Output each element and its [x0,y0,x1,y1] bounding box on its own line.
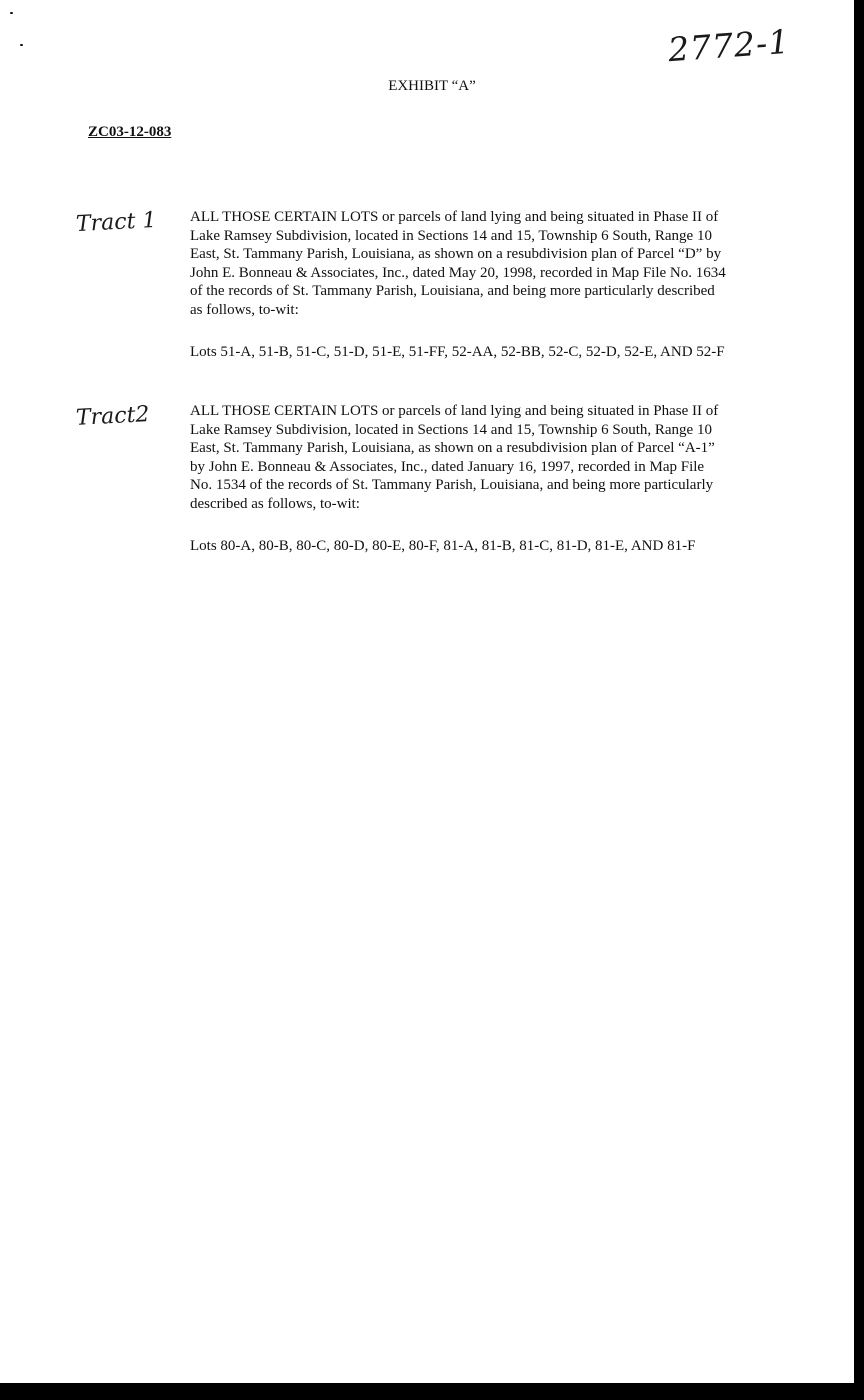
tract-2-line: ALL THOSE CERTAIN LOTS or parcels of land lying and being situated in Phase II of [190,403,719,419]
tract-1-handwritten-label: Tract 1 [75,207,158,238]
tract-1-line: as follows, to-wit: [190,301,299,318]
tract-1-description [190,208,796,320]
tract-1-line: Lake Ramsey Subdivision, located in Sections 14 and 15, Township 6 South, Range 10 [190,227,712,244]
tract-2-line: East, St. Tammany Parish, Louisiana, as shown on a resubdivision plan of Parcel “A-1” [190,440,715,457]
tract-2-line: described as follows, to-wit: [190,495,360,512]
scan-speck [10,12,13,14]
tract-2-handwritten-label: Tract2 [75,402,151,431]
tract-1-lots-list: Lots 51-A, 51-B, 51-C, 51-D, 51-E, 51-FF, 52-AA, 52-BB, 52-C, 52-D, 52-E, AND 52-F [190,344,725,360]
tract-2-line: No. 1534 of the records of St. Tammany Parish, Louisiana, and being more particularly [190,477,714,494]
handwritten-document-number: 2772-1 [666,21,792,70]
tract-1-line: ALL THOSE CERTAIN LOTS or parcels of land lying and being situated in Phase II of [190,209,719,225]
tract-2-description [190,402,796,514]
tract-1-line: John E. Bonneau & Associates, Inc., dated May 20, 1998, recorded in Map File No. 1634 [190,264,726,281]
tract-2-line: Lake Ramsey Subdivision, located in Sections 14 and 15, Township 6 South, Range 10 [190,421,712,438]
tract-2-line: by John E. Bonneau & Associates, Inc., dated January 16, 1997, recorded in Map File [190,458,705,475]
tract-1-line: East, St. Tammany Parish, Louisiana, as shown on a resubdivision plan of Parcel “D” by [190,246,722,263]
tract-2-lots-list: Lots 80-A, 80-B, 80-C, 80-D, 80-E, 80-F, 81-A, 81-B, 81-C, 81-D, 81-E, AND 81-F [190,538,696,554]
scan-speck [20,44,23,46]
exhibit-title: EXHIBIT “A” [388,78,476,94]
tract-1-line: of the records of St. Tammany Parish, Louisiana, and being more particularly described [190,283,715,300]
case-number: ZC03-12-083 [88,124,172,140]
